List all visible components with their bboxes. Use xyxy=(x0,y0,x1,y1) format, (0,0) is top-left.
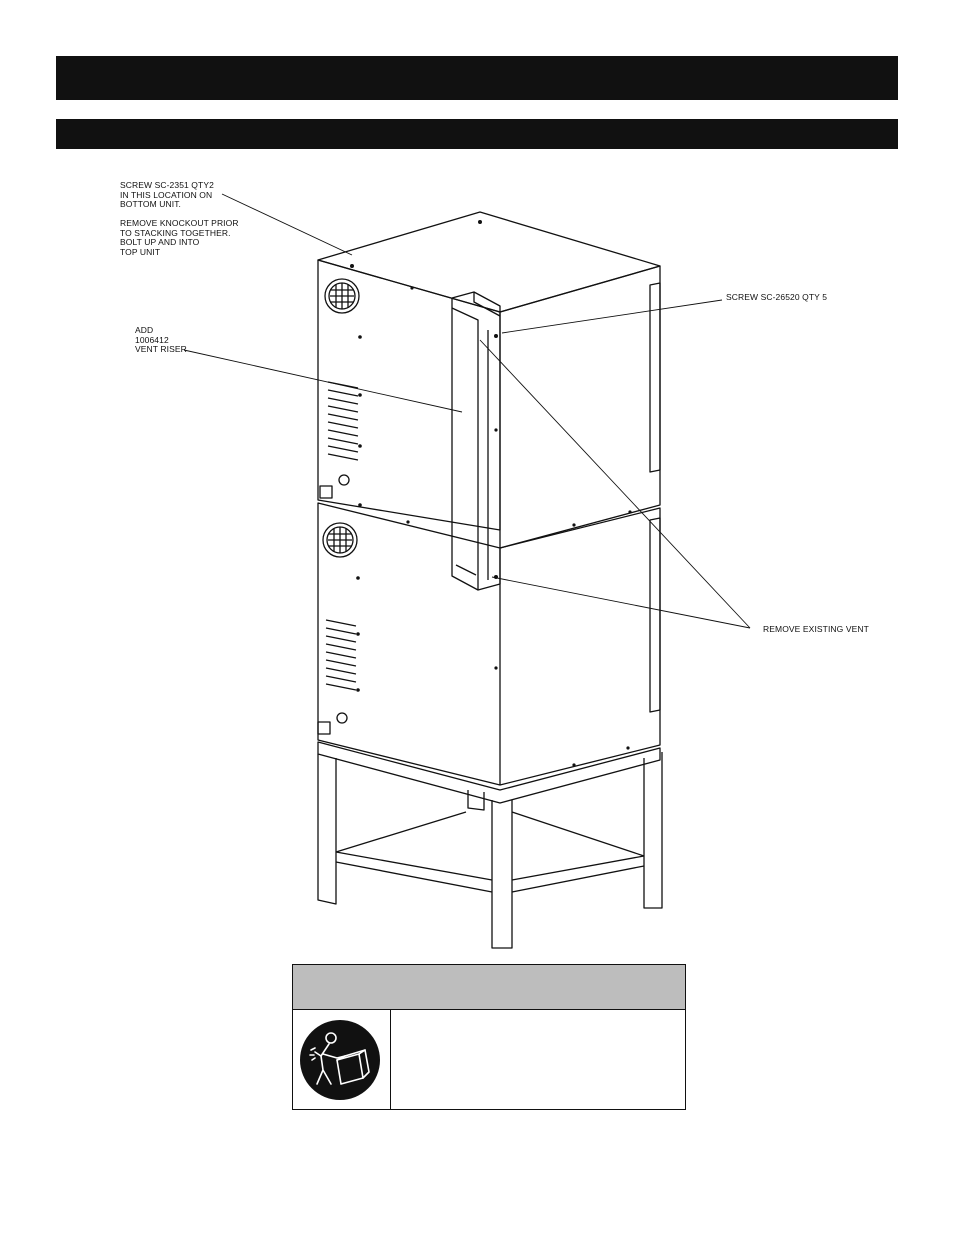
warning-box xyxy=(292,964,686,1110)
stand-leg xyxy=(492,800,512,948)
callout-screw-sc2351: SCREW SC-2351 QTY2 IN THIS LOCATION ON BOTTOM UNIT. xyxy=(120,180,214,209)
leader-remove-vent-bottom xyxy=(492,577,750,628)
leader-vent-riser xyxy=(184,350,462,412)
warning-text-cell xyxy=(391,1010,685,1109)
top-unit-front-face xyxy=(318,260,500,530)
bottom-unit-side-face xyxy=(500,508,660,785)
leader-remove-vent-top xyxy=(480,340,750,628)
stand-top xyxy=(318,742,660,803)
callout-vent-riser: ADD 1006412 VENT RISER xyxy=(135,325,187,354)
warning-header xyxy=(293,965,685,1010)
warning-icon-cell xyxy=(293,1010,391,1109)
callout-screw-sc26520: SCREW SC-26520 QTY 5 xyxy=(726,292,828,302)
leader-screw-sc2351 xyxy=(222,194,352,255)
heavy-lift-hazard-icon xyxy=(293,1010,389,1110)
bottom-unit-front-face xyxy=(318,503,500,785)
callout-remove-knockout: REMOVE KNOCKOUT PRIOR TO STACKING TOGETHER. BOLT UP AND INTO TOP UNIT xyxy=(120,218,239,257)
callout-remove-existing-vent: REMOVE EXISTING VENT xyxy=(763,624,869,634)
top-unit-top-face xyxy=(318,212,660,312)
stand-leg xyxy=(644,752,662,908)
top-unit-side-face xyxy=(500,266,660,548)
stand-leg xyxy=(318,754,336,904)
vent-riser xyxy=(452,292,500,590)
leader-screw-sc26520 xyxy=(502,300,722,333)
